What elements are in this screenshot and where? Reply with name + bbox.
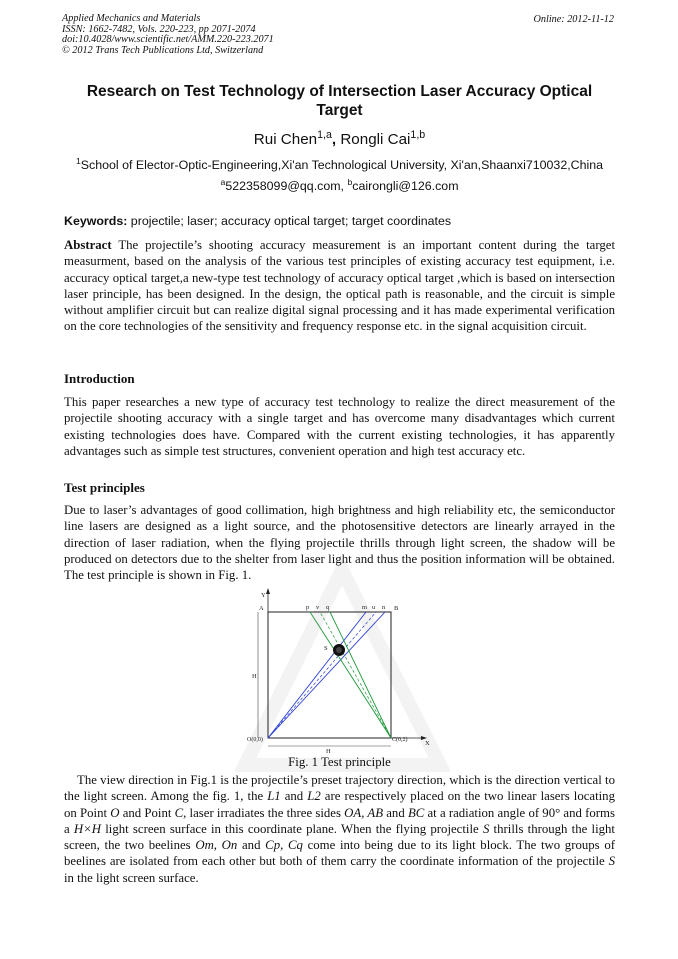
text-run: OA, AB bbox=[344, 805, 384, 820]
label-h-bottom: H bbox=[326, 748, 331, 754]
text-run: Cp, Cq bbox=[265, 838, 303, 853]
figure-test-principle bbox=[244, 588, 440, 754]
line-cq bbox=[330, 612, 391, 738]
label-v: v bbox=[316, 604, 320, 611]
label-b: B bbox=[394, 605, 399, 612]
text-run: O bbox=[110, 805, 120, 820]
text-run: in the light screen surface. bbox=[64, 870, 199, 885]
author-sup: 1,a bbox=[317, 128, 332, 141]
text-run: and bbox=[237, 838, 266, 853]
text-run: and bbox=[383, 805, 408, 820]
introduction-text: This paper researches a new type of accuracy test technology to realize the direct measurement of the projectile shooting accuracy with a single target and has overcome many disadvantages which current existing technologies does have. Compared with the current existing technologies, it has apparently advantages such as simple test structures, convenient operation and high test accuracy etc. bbox=[64, 395, 615, 458]
email-sup: b bbox=[347, 176, 353, 187]
text-run: are respectively placed on the two linear lasers locating on Point bbox=[64, 789, 615, 820]
author-list bbox=[62, 128, 617, 148]
light-screen bbox=[268, 612, 391, 738]
text-run: come into being due to its light block. The two groups of beelines are isolated from each other but both of them carry the coordinate information of the projectile bbox=[64, 838, 615, 869]
test-principles-heading: Test principles bbox=[64, 480, 145, 495]
label-origin: O(0,0) bbox=[247, 737, 263, 743]
author-name: Rui Chen bbox=[253, 131, 318, 148]
label-n: n bbox=[382, 604, 386, 611]
author-separator: , bbox=[331, 131, 341, 148]
line-cv bbox=[320, 612, 391, 738]
label-y: Y bbox=[261, 592, 266, 599]
text-run: S bbox=[482, 821, 490, 836]
label-a: A bbox=[259, 605, 264, 612]
abstract-text: The projectile’s shooting accuracy measurement is an important content during the target measurment, based on the analysis of the various test principles of existing accuracy test equipment, i.e. accuracy optical target,a new-type test technology of accuracy optical target ,which is based on intersection laser principle, has been designed. In the design, the optical path is reasonable, and the circuit is simple without amplifier circuit but can realize digital signal processing and it has made experimental verification on the core technologies of the sensitivity and frequency response etc. in the signal acquisition circuit. bbox=[64, 238, 615, 334]
text-run: The view direction in Fig.1 is the projectile’s preset trajectory direction, which is the direction vertical to the light screen. Among the fig. 1, the bbox=[64, 773, 615, 804]
paper-title: Research on Test Technology of Intersection Laser Accuracy Optical Target bbox=[86, 83, 593, 119]
text-run: , laser irradiates the three sides bbox=[183, 805, 345, 820]
copyright-line: © 2012 Trans Tech Publications Ltd, Switzerland bbox=[62, 44, 264, 56]
keywords bbox=[64, 214, 616, 228]
text-run: Om, On bbox=[195, 838, 238, 853]
text-run: L2 bbox=[307, 789, 321, 804]
label-m: m bbox=[362, 604, 368, 611]
text-run: at a radiation angle of 90° and forms a bbox=[64, 805, 615, 836]
abstract-label: Abstract bbox=[64, 238, 112, 252]
label-q: q bbox=[326, 604, 330, 611]
line-on bbox=[268, 612, 385, 738]
doi-line: doi:10.4028/www.scientific.net/AMM.220-223.2071 bbox=[62, 34, 274, 46]
journal-name: Applied Mechanics and Materials bbox=[62, 13, 201, 24]
email-b[interactable]: cairongli@126.com bbox=[352, 179, 459, 193]
line-om bbox=[268, 612, 366, 738]
text-run: C bbox=[174, 805, 184, 820]
test-principles-text: Due to laser’s advantages of good collimation, high brightness and high reliability etc, the semiconductor line lasers are designed as a light source, and the photosensitive detectors are linearly arrayed in the direction of laser radiation, when the flying projectile thrills through light screen, the shadow will be produced on detectors due to the shelter from laser light and thus the position information will be obtained. The test principle is shown in Fig. 1. bbox=[64, 503, 615, 583]
text-run: BC bbox=[407, 805, 425, 820]
email-a[interactable]: 522358099@qq.com, bbox=[225, 179, 348, 193]
text-run: thrills through the light screen, the two beelines bbox=[64, 821, 615, 853]
line-cp bbox=[310, 612, 391, 738]
author-sup: 1,b bbox=[410, 128, 426, 141]
affiliation-sup: 1 bbox=[75, 155, 81, 166]
text-run: S bbox=[608, 854, 615, 869]
text-run: light screen surface in this coordinate plane. When the flying projectile bbox=[101, 821, 483, 836]
email-sup: a bbox=[220, 176, 226, 187]
affiliation-text: School of Elector-Optic-Engineering,Xi'an Technological University, Xi'an,Shaanxi710032,China bbox=[80, 158, 604, 172]
text-run: and bbox=[280, 789, 308, 804]
affiliation bbox=[62, 155, 617, 172]
figure-caption: Fig. 1 Test principle bbox=[288, 755, 391, 769]
text-run: H×H bbox=[73, 821, 102, 836]
label-s: S bbox=[324, 645, 328, 652]
label-h-left: H bbox=[252, 673, 257, 680]
issn-line: ISSN: 1662-7482, Vols. 220-223, pp 2071-2074 bbox=[62, 23, 256, 35]
keywords-label: Keywords: bbox=[64, 214, 128, 228]
online-date: Online: 2012-11-12 bbox=[533, 14, 614, 25]
label-c: C(0,2) bbox=[392, 737, 408, 743]
label-u: u bbox=[372, 604, 376, 611]
keywords-text: projectile; laser; accuracy optical target; target coordinates bbox=[127, 214, 452, 228]
email-list bbox=[62, 176, 617, 193]
introduction-heading: Introduction bbox=[64, 371, 135, 386]
text-run: L1 bbox=[267, 789, 281, 804]
projectile-s-core bbox=[336, 647, 342, 653]
journal-header bbox=[62, 14, 274, 56]
y-axis-arrow bbox=[266, 588, 270, 594]
text-run: and Point bbox=[119, 805, 175, 820]
author-name: Rongli Cai bbox=[340, 131, 411, 148]
abstract bbox=[64, 237, 615, 335]
label-p: p bbox=[306, 604, 310, 611]
label-x: X bbox=[425, 740, 430, 747]
body-paragraph bbox=[64, 772, 615, 886]
